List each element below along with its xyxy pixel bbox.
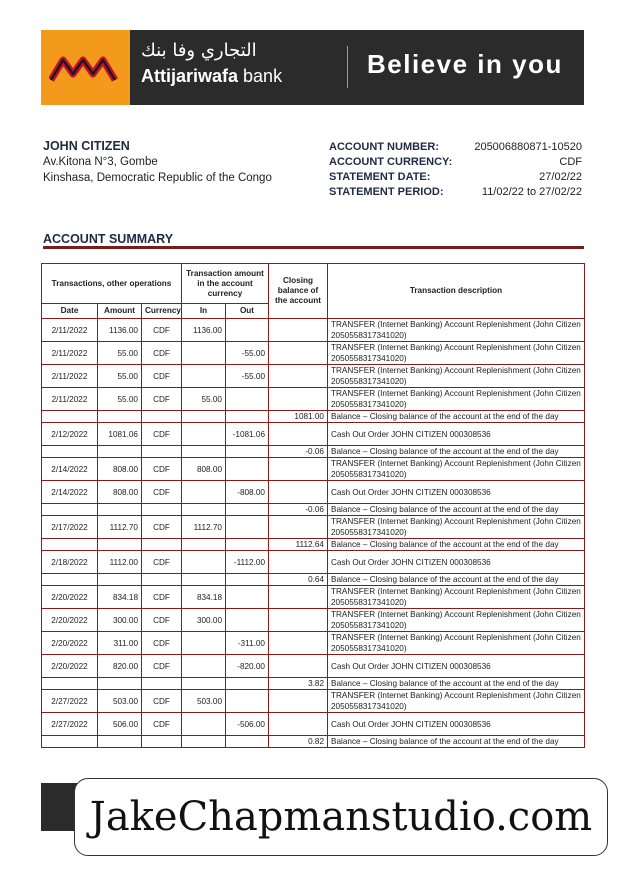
cell-amount: 820.00 <box>98 655 142 678</box>
cell-date <box>42 539 98 551</box>
cell-in: 300.00 <box>182 609 226 632</box>
bank-name <box>141 66 282 87</box>
transactions-table <box>41 263 585 748</box>
cell-out <box>226 574 269 586</box>
cell-out <box>226 736 269 748</box>
account-currency: CDF <box>559 156 582 168</box>
bank-name-rest: bank <box>238 66 283 86</box>
cell-desc: TRANSFER (Internet Banking) Account Replenishment (John Citizen 2050558317341020) <box>328 516 585 539</box>
cell-in <box>182 551 226 574</box>
header-out: Out <box>226 304 269 319</box>
cell-currency: CDF <box>142 388 182 411</box>
cell-amount: 506.00 <box>98 713 142 736</box>
cell-in: 1112.70 <box>182 516 226 539</box>
cell-amount: 503.00 <box>98 690 142 713</box>
cell-desc: TRANSFER (Internet Banking) Account Replenishment (John Citizen 2050558317341020) <box>328 365 585 388</box>
cell-out: -1112.00 <box>226 551 269 574</box>
cell-amount: 1081.06 <box>98 423 142 446</box>
statement-date-label: STATEMENT DATE: <box>329 171 431 183</box>
header-in: In <box>182 304 226 319</box>
cell-amount <box>98 736 142 748</box>
cell-closing: 3.82 <box>269 678 328 690</box>
balance-row <box>42 446 585 458</box>
cell-closing <box>269 365 328 388</box>
cell-currency <box>142 446 182 458</box>
header-operations: Transactions, other operations <box>42 264 182 304</box>
table-row <box>42 655 585 678</box>
cell-out <box>226 458 269 481</box>
cell-desc: TRANSFER (Internet Banking) Account Replenishment (John Citizen 2050558317341020) <box>328 586 585 609</box>
cell-out: -820.00 <box>226 655 269 678</box>
table-row <box>42 365 585 388</box>
balance-row <box>42 736 585 748</box>
cell-out <box>226 678 269 690</box>
cell-date: 2/20/2022 <box>42 586 98 609</box>
table-row <box>42 586 585 609</box>
cell-date: 2/20/2022 <box>42 632 98 655</box>
statement-date: 27/02/22 <box>539 171 582 183</box>
cell-currency: CDF <box>142 713 182 736</box>
cell-currency <box>142 574 182 586</box>
header-currency: Currency <box>142 304 182 319</box>
statement-period: 11/02/22 to 27/02/22 <box>481 186 582 198</box>
cell-date <box>42 504 98 516</box>
account-number-label: ACCOUNT NUMBER: <box>329 141 439 153</box>
cell-date <box>42 574 98 586</box>
cell-desc: TRANSFER (Internet Banking) Account Replenishment (John Citizen 2050558317341020) <box>328 632 585 655</box>
cell-out <box>226 504 269 516</box>
cell-amount: 311.00 <box>98 632 142 655</box>
cell-closing: 0.64 <box>269 574 328 586</box>
cell-in <box>182 713 226 736</box>
account-currency-label: ACCOUNT CURRENCY: <box>329 156 453 168</box>
cell-closing <box>269 516 328 539</box>
transactions-body <box>42 319 585 748</box>
table-row <box>42 609 585 632</box>
cell-closing: -0.06 <box>269 446 328 458</box>
cell-currency: CDF <box>142 655 182 678</box>
summary-title: ACCOUNT SUMMARY <box>43 232 174 246</box>
cell-currency: CDF <box>142 423 182 446</box>
cell-currency: CDF <box>142 690 182 713</box>
header-divider <box>347 46 348 88</box>
table-row <box>42 319 585 342</box>
cell-amount: 1136.00 <box>98 319 142 342</box>
cell-amount: 55.00 <box>98 388 142 411</box>
cell-closing <box>269 655 328 678</box>
cell-amount: 55.00 <box>98 365 142 388</box>
cell-desc: Balance – Closing balance of the account at the end of the day <box>328 446 585 458</box>
cell-out <box>226 586 269 609</box>
cell-date: 2/20/2022 <box>42 655 98 678</box>
cell-desc: Balance – Closing balance of the account at the end of the day <box>328 539 585 551</box>
cell-currency: CDF <box>142 458 182 481</box>
cell-closing: 0.82 <box>269 736 328 748</box>
cell-desc: Cash Out Order JOHN CITIZEN 000308536 <box>328 551 585 574</box>
cell-date <box>42 736 98 748</box>
cell-amount <box>98 574 142 586</box>
cell-amount: 808.00 <box>98 481 142 504</box>
cell-closing <box>269 690 328 713</box>
cell-currency: CDF <box>142 609 182 632</box>
cell-amount <box>98 446 142 458</box>
cell-closing <box>269 713 328 736</box>
table-row <box>42 423 585 446</box>
cell-currency <box>142 736 182 748</box>
cell-currency: CDF <box>142 632 182 655</box>
cell-out <box>226 319 269 342</box>
table-row <box>42 551 585 574</box>
cell-desc: TRANSFER (Internet Banking) Account Replenishment (John Citizen 2050558317341020) <box>328 342 585 365</box>
cell-desc: TRANSFER (Internet Banking) Account Replenishment (John Citizen 2050558317341020) <box>328 690 585 713</box>
table-row <box>42 690 585 713</box>
cell-in <box>182 632 226 655</box>
cell-closing <box>269 342 328 365</box>
balance-row <box>42 678 585 690</box>
cell-desc: Balance – Closing balance of the account at the end of the day <box>328 411 585 423</box>
cell-out: -55.00 <box>226 365 269 388</box>
cell-closing: 1112.64 <box>269 539 328 551</box>
cell-in <box>182 678 226 690</box>
table-row <box>42 516 585 539</box>
cell-desc: Balance – Closing balance of the account at the end of the day <box>328 504 585 516</box>
cell-out <box>226 388 269 411</box>
cell-out <box>226 539 269 551</box>
cell-in <box>182 423 226 446</box>
balance-row <box>42 574 585 586</box>
tagline: Believe in you <box>367 49 563 79</box>
statement-period-label: STATEMENT PERIOD: <box>329 186 444 198</box>
cell-desc: TRANSFER (Internet Banking) Account Replenishment (John Citizen 2050558317341020) <box>328 609 585 632</box>
cell-date: 2/17/2022 <box>42 516 98 539</box>
cell-date: 2/27/2022 <box>42 690 98 713</box>
account-number: 205006880871-10520 <box>474 141 582 153</box>
cell-date: 2/20/2022 <box>42 609 98 632</box>
client-name: JOHN CITIZEN <box>43 139 130 153</box>
cell-currency: CDF <box>142 342 182 365</box>
cell-date: 2/11/2022 <box>42 388 98 411</box>
cell-desc: TRANSFER (Internet Banking) Account Replenishment (John Citizen 2050558317341020) <box>328 319 585 342</box>
bank-name-bold: Attijariwafa <box>141 66 239 86</box>
header-date: Date <box>42 304 98 319</box>
cell-closing <box>269 586 328 609</box>
cell-in <box>182 481 226 504</box>
cell-amount: 834.18 <box>98 586 142 609</box>
cell-desc: Balance – Closing balance of the account at the end of the day <box>328 678 585 690</box>
cell-date: 2/12/2022 <box>42 423 98 446</box>
header-amount: Transaction amount in the account currency <box>182 264 269 304</box>
cell-amount <box>98 504 142 516</box>
cell-closing <box>269 423 328 446</box>
cell-currency <box>142 539 182 551</box>
balance-row <box>42 504 585 516</box>
cell-currency: CDF <box>142 516 182 539</box>
cell-out: -55.00 <box>226 342 269 365</box>
client-address-1: Av.Kitona N°3, Gombe <box>43 156 158 168</box>
cell-in <box>182 365 226 388</box>
balance-row <box>42 539 585 551</box>
cell-amount <box>98 678 142 690</box>
cell-closing <box>269 609 328 632</box>
cell-out: -506.00 <box>226 713 269 736</box>
cell-date <box>42 411 98 423</box>
cell-currency: CDF <box>142 551 182 574</box>
cell-date <box>42 446 98 458</box>
cell-amount <box>98 411 142 423</box>
cell-in <box>182 504 226 516</box>
table-row <box>42 713 585 736</box>
cell-date <box>42 678 98 690</box>
cell-desc: Cash Out Order JOHN CITIZEN 000308536 <box>328 481 585 504</box>
header-closing: Closing balance of the account <box>269 264 328 319</box>
account-info <box>329 140 582 200</box>
cell-date: 2/11/2022 <box>42 342 98 365</box>
cell-currency: CDF <box>142 319 182 342</box>
header-description: Transaction description <box>328 264 585 319</box>
cell-date: 2/14/2022 <box>42 481 98 504</box>
header-amount-col: Amount <box>98 304 142 319</box>
table-row <box>42 481 585 504</box>
watermark: JakeChapmanstudio.com <box>74 778 608 856</box>
cell-in <box>182 574 226 586</box>
cell-in: 55.00 <box>182 388 226 411</box>
cell-out <box>226 411 269 423</box>
cell-in: 503.00 <box>182 690 226 713</box>
cell-closing <box>269 632 328 655</box>
cell-out <box>226 516 269 539</box>
cell-closing <box>269 458 328 481</box>
cell-currency <box>142 411 182 423</box>
bank-name-arabic: التجاري وفا بنك <box>141 40 257 61</box>
cell-currency <box>142 504 182 516</box>
cell-in <box>182 342 226 365</box>
cell-date: 2/18/2022 <box>42 551 98 574</box>
table-row <box>42 458 585 481</box>
table-row <box>42 388 585 411</box>
cell-amount: 1112.00 <box>98 551 142 574</box>
client-address-2: Kinshasa, Democratic Republic of the Congo <box>43 172 272 184</box>
cell-desc: Cash Out Order JOHN CITIZEN 000308536 <box>328 423 585 446</box>
cell-out: -1081.06 <box>226 423 269 446</box>
cell-date: 2/27/2022 <box>42 713 98 736</box>
cell-currency <box>142 678 182 690</box>
table-row <box>42 342 585 365</box>
cell-closing <box>269 388 328 411</box>
cell-closing: -0.06 <box>269 504 328 516</box>
cell-desc: Cash Out Order JOHN CITIZEN 000308536 <box>328 655 585 678</box>
cell-closing <box>269 481 328 504</box>
client-block <box>43 138 272 186</box>
cell-in: 808.00 <box>182 458 226 481</box>
cell-date: 2/11/2022 <box>42 319 98 342</box>
cell-out <box>226 690 269 713</box>
cell-desc: Balance – Closing balance of the account at the end of the day <box>328 736 585 748</box>
bank-logo <box>41 30 130 105</box>
summary-rule <box>43 246 584 249</box>
cell-desc: TRANSFER (Internet Banking) Account Replenishment (John Citizen 2050558317341020) <box>328 458 585 481</box>
cell-in <box>182 655 226 678</box>
cell-desc: Balance – Closing balance of the account at the end of the day <box>328 574 585 586</box>
cell-out: -808.00 <box>226 481 269 504</box>
cell-amount: 808.00 <box>98 458 142 481</box>
cell-in <box>182 736 226 748</box>
cell-amount <box>98 539 142 551</box>
cell-desc: TRANSFER (Internet Banking) Account Replenishment (John Citizen 2050558317341020) <box>328 388 585 411</box>
cell-closing: 1081.00 <box>269 411 328 423</box>
cell-out <box>226 609 269 632</box>
cell-closing <box>269 551 328 574</box>
cell-currency: CDF <box>142 586 182 609</box>
cell-in <box>182 539 226 551</box>
cell-out: -311.00 <box>226 632 269 655</box>
cell-date: 2/11/2022 <box>42 365 98 388</box>
cell-in <box>182 411 226 423</box>
cell-amount: 55.00 <box>98 342 142 365</box>
cell-currency: CDF <box>142 481 182 504</box>
cell-amount: 1112.70 <box>98 516 142 539</box>
bank-header <box>41 30 584 105</box>
cell-date: 2/14/2022 <box>42 458 98 481</box>
balance-row <box>42 411 585 423</box>
cell-in: 1136.00 <box>182 319 226 342</box>
cell-amount: 300.00 <box>98 609 142 632</box>
cell-in <box>182 446 226 458</box>
cell-currency: CDF <box>142 365 182 388</box>
table-row <box>42 632 585 655</box>
cell-in: 834.18 <box>182 586 226 609</box>
cell-out <box>226 446 269 458</box>
cell-desc: Cash Out Order JOHN CITIZEN 000308536 <box>328 713 585 736</box>
cell-closing <box>269 319 328 342</box>
